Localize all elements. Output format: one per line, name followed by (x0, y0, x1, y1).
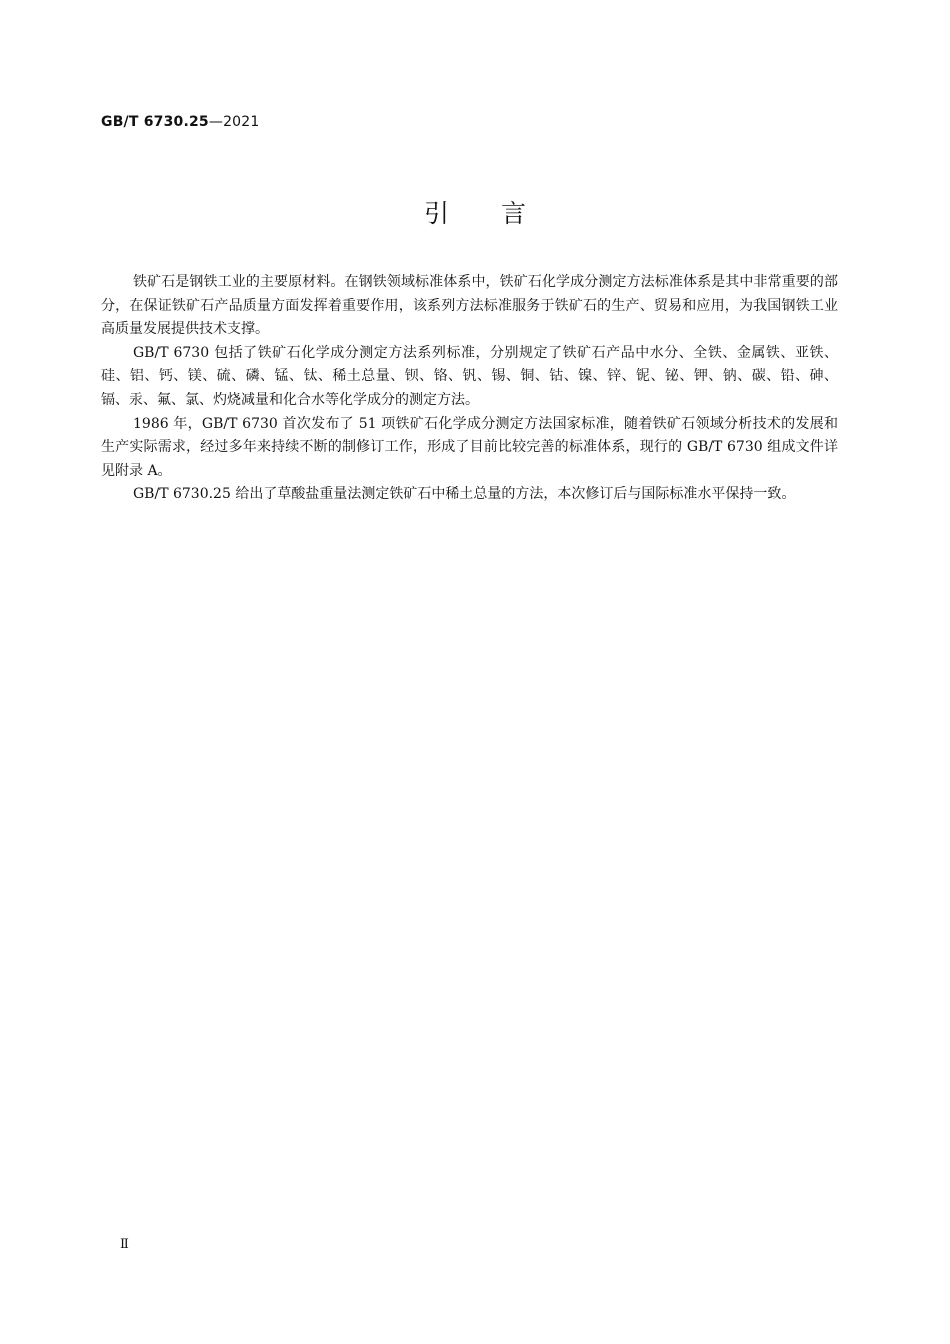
paragraph-2: GB/T 6730 包括了铁矿石化学成分测定方法系列标准，分别规定了铁矿石产品中水分、全铁、金属铁、亚铁、硅、铝、钙、镁、硫、磷、锰、钛、稀土总量、钡、铬、钒、锡、铜、钴、镍、锌、铌、铋、钾、钠、碳、铅、砷、镉、汞、氟、氯、灼烧减量和化合水等化学成分的测定方法。 (101, 344, 838, 408)
title-char-1: 引 (423, 199, 449, 228)
page-number: Ⅱ (120, 1237, 129, 1252)
paragraph-4: GB/T 6730.25 给出了草酸盐重量法测定铁矿石中稀土总量的方法，本次修订后与国际标准水平保持一致。 (133, 486, 796, 503)
introduction-body (101, 271, 838, 507)
page-title (0, 194, 950, 230)
paragraph-1: 铁矿石是钢铁工业的主要原材料。在钢铁领域标准体系中，铁矿石化学成分测定方法标准体系是其中非常重要的部分，在保证铁矿石产品质量方面发挥着重要作用，该系列方法标准服务于铁矿石的生产、贸易和应用，为我国钢铁工业高质量发展提供技术支撑。 (101, 274, 838, 338)
paragraph-3: 1986 年，GB/T 6730 首次发布了 51 项铁矿石化学成分测定方法国家标准，随着铁矿石领域分析技术的发展和生产实际需求，经过多年来持续不断的制修订工作，形成了目前比较完善的标准体系，现行的 GB/T 6730 组成文件详见附录 A。 (101, 415, 838, 479)
title-char-2: 言 (501, 199, 527, 228)
standard-code-year: —2021 (208, 114, 260, 130)
standard-code (101, 114, 260, 130)
standard-code-prefix: GB/T 6730.25 (101, 114, 209, 130)
